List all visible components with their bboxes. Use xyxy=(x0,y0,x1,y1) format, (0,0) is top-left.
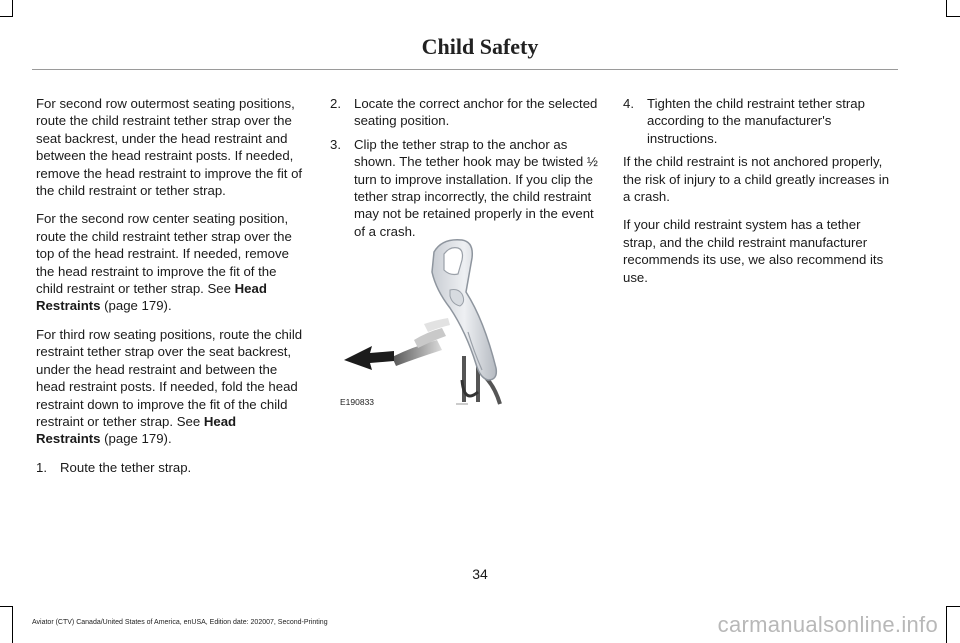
crop-mark xyxy=(0,606,13,607)
list-number: 3. xyxy=(330,136,341,152)
page-reference: (page 179). xyxy=(100,431,172,447)
crop-mark xyxy=(0,16,13,17)
paragraph xyxy=(36,326,304,448)
page-number: 34 xyxy=(472,566,488,582)
crop-mark xyxy=(946,606,960,607)
left-column xyxy=(36,95,304,482)
crop-mark xyxy=(12,606,13,643)
list-text: Tighten the child restraint tether strap according to the manufacturer's instructions. xyxy=(647,96,865,146)
page-reference: (page 179). xyxy=(100,298,172,314)
list-number: 2. xyxy=(330,96,341,111)
crop-mark xyxy=(946,16,960,17)
footer-text: Aviator (CTV) Canada/United States of America, enUSA, Edition date: 202007, Second-Printing xyxy=(32,619,328,626)
tether-anchor-illustration xyxy=(332,232,604,412)
figure-label: E190833 xyxy=(340,397,375,407)
header-divider xyxy=(32,69,898,70)
crop-mark xyxy=(946,0,947,16)
list-text: Route the tether strap. xyxy=(60,459,192,475)
middle-column xyxy=(330,95,602,246)
paragraph: If the child restraint is not anchored properly, the risk of injury to a child greatly increases in a crash. xyxy=(623,154,890,205)
page-title: Child Safety xyxy=(421,34,539,59)
list-item xyxy=(623,95,895,147)
list-number: 1. xyxy=(36,459,47,475)
list-item xyxy=(330,95,602,130)
list-text: Locate the correct anchor for the selected seating position. xyxy=(354,96,598,129)
head-restraints-link[interactable]: Head Restraints xyxy=(36,281,267,314)
paragraph xyxy=(36,210,304,314)
paragraph-text: For third row seating positions, route the child restraint tether strap over the seat backrest, under the head restraint and between the head restraint posts. If needed, fold the head restraint down to improve the fit of the child restraint or tether strap. See xyxy=(36,326,303,429)
paragraph: If your child restraint system has a tether strap, and the child restraint manufacturer recommends its use, we also recommend its use. xyxy=(623,217,884,285)
head-restraints-link[interactable]: Head Restraints xyxy=(36,413,237,447)
list-item xyxy=(36,459,304,476)
list-item xyxy=(330,136,602,240)
crop-mark xyxy=(946,606,947,643)
right-column xyxy=(623,95,895,297)
watermark: carmanualsonline.info xyxy=(717,612,938,637)
list-text: Clip the tether strap to the anchor as shown. The tether hook may be twisted ½ turn to improve installation. If you clip the tether strap incorrectly, the child restraint may not be retained properly in the event of a crash. xyxy=(354,136,598,239)
list-number: 4. xyxy=(623,96,634,111)
paragraph-text: For the second row center seating position, route the child restraint tether strap over the top of the head restraint. If needed, remove the head restraint to improve the fit of the child restraint or tether strap. See xyxy=(36,211,292,297)
paragraph: For second row outermost seating positions, route the child restraint tether strap over the seat backrest, under the head restraint and between the head restraint posts. If needed, remove the head restraint to improve the fit of the child restraint or tether strap. xyxy=(36,96,303,199)
crop-mark xyxy=(12,0,13,16)
